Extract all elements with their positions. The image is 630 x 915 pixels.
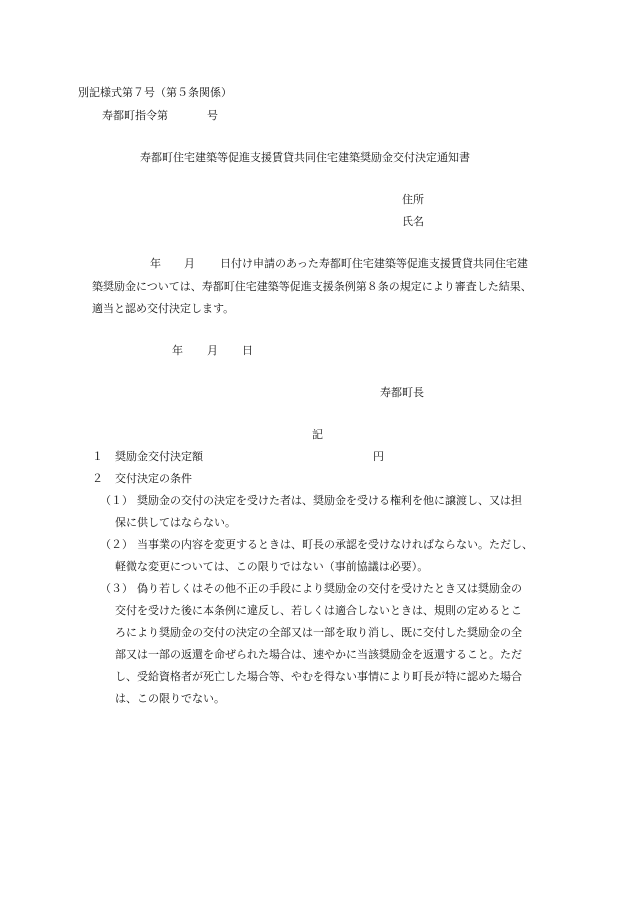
form-label: 別記様式第７号（第５条関係） <box>78 86 232 99</box>
body-line-2: 築奨励金については、寿都町住宅建築等促進支援条例第８条の規定により審査した結果、 <box>92 280 532 293</box>
condition-3-line: 部又は一部の返還を命ぜられた場合は、速やかに当該奨励金を返還すること。ただ <box>115 648 522 661</box>
condition-2-line: 当事業の内容を変更するときは、町長の承認を受けなければならない。ただし、 <box>137 538 533 551</box>
condition-3-number: （３） <box>100 582 133 595</box>
condition-1-line: 奨励金の交付の決定を受けた者は、奨励金を受ける権利を他に譲渡し、又は担 <box>137 494 522 507</box>
date-month: 月 <box>207 344 218 357</box>
address-label: 住所 <box>402 193 424 206</box>
condition-2-number: （２） <box>100 538 133 551</box>
condition-2-line: 軽微な変更については、この限りではない（事前協議は必要）。 <box>115 560 429 573</box>
condition-3-line: ろにより奨励金の交付の決定の全部又は一部を取り消し、既に交付した奨励金の全 <box>115 626 522 639</box>
item-1-label: 奨励金交付決定額 <box>115 450 203 463</box>
doc-number-prefix: 寿都町指令第 <box>102 109 168 122</box>
condition-1-number: （１） <box>100 494 133 507</box>
item-2-label: 交付決定の条件 <box>115 472 192 485</box>
condition-3-line: し、受給資格者が死亡した場合等、やむを得ない事情により町長が特に認めた場合 <box>115 670 522 683</box>
item-2-number: ２ <box>92 472 103 485</box>
issuer: 寿都町長 <box>380 386 424 399</box>
body-line-1: 日付け申請のあった寿都町住宅建築等促進支援賃貸共同住宅建 <box>220 257 528 270</box>
body-line-3: 適当と認め交付決定します。 <box>92 302 235 315</box>
condition-1-line: 保に供してはならない。 <box>115 516 236 529</box>
item-1-unit: 円 <box>373 450 384 463</box>
body-month-label: 月 <box>184 257 195 270</box>
condition-3-line: は、この限りでない。 <box>115 692 225 705</box>
condition-3-line: 交付を受けた後に本条例に違反し、若しくは適合しないときは、規則の定めるとこ <box>115 604 522 617</box>
ki-heading: 記 <box>312 428 323 441</box>
name-label: 氏名 <box>402 215 424 228</box>
item-1-number: １ <box>92 450 103 463</box>
body-year-label: 年 <box>150 257 161 270</box>
condition-3-line: 偽り若しくはその他不正の手段により奨励金の交付を受けたとき又は奨励金の <box>137 582 522 595</box>
document-title: 寿都町住宅建築等促進支援賃貸共同住宅建築奨励金交付決定通知書 <box>140 151 470 164</box>
date-year: 年 <box>172 344 183 357</box>
doc-number-suffix: 号 <box>207 109 218 122</box>
date-day: 日 <box>242 344 253 357</box>
